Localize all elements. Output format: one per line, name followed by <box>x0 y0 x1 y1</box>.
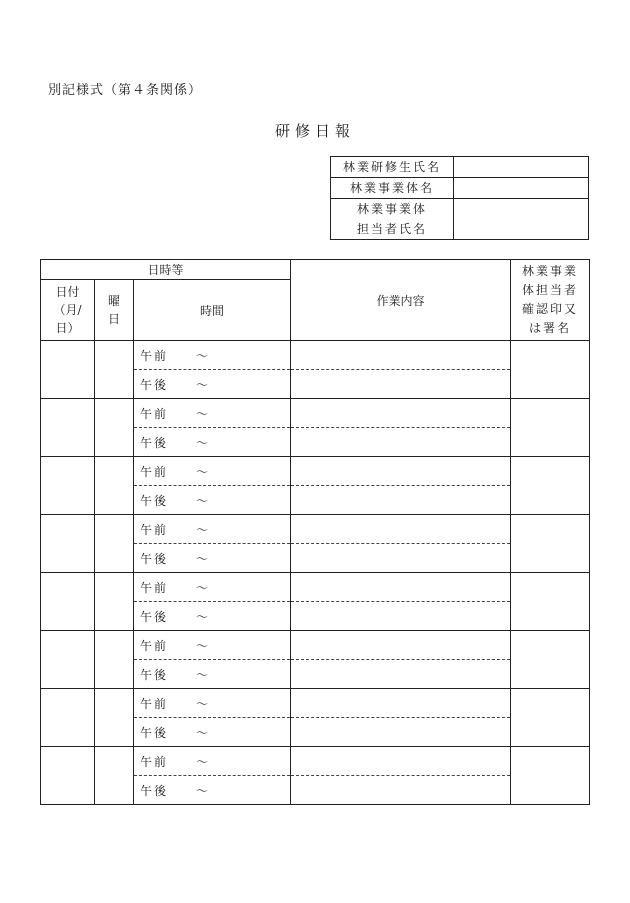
weekday-header-line2: 日 <box>107 312 120 326</box>
log-row-am <box>41 747 590 776</box>
confirmation-cell[interactable] <box>511 341 590 399</box>
pm-label: 午後 <box>140 667 169 682</box>
tilde-mark: ～ <box>196 609 209 624</box>
confirmation-cell[interactable] <box>511 747 590 805</box>
date-cell[interactable] <box>41 515 95 573</box>
log-row-am <box>41 689 590 718</box>
time-header: 時間 <box>134 280 291 341</box>
tilde-mark: ～ <box>196 754 209 769</box>
am-time-cell[interactable] <box>134 747 291 776</box>
trainee-name-label: 林業研修生氏名 <box>331 157 454 178</box>
person-in-charge-field[interactable] <box>454 199 589 240</box>
pm-label: 午後 <box>140 609 169 624</box>
weekday-cell[interactable] <box>95 689 134 747</box>
am-work-cell[interactable] <box>291 457 511 486</box>
am-label: 午前 <box>140 464 169 479</box>
weekday-cell[interactable] <box>95 747 134 805</box>
date-header-line1: 日付 <box>55 285 80 299</box>
pm-work-cell[interactable] <box>291 776 511 805</box>
am-work-cell[interactable] <box>291 573 511 602</box>
am-label: 午前 <box>140 754 169 769</box>
confirmation-cell[interactable] <box>511 457 590 515</box>
tilde-mark: ～ <box>196 725 209 740</box>
info-row <box>331 178 589 199</box>
date-header-line3: 日） <box>55 321 80 335</box>
pm-time-cell[interactable] <box>134 428 291 457</box>
am-work-cell[interactable] <box>291 631 511 660</box>
pm-work-cell[interactable] <box>291 660 511 689</box>
am-time-cell[interactable] <box>134 399 291 428</box>
am-label: 午前 <box>140 580 169 595</box>
pm-label: 午後 <box>140 493 169 508</box>
date-cell[interactable] <box>41 747 95 805</box>
am-work-cell[interactable] <box>291 341 511 370</box>
daily-log-table <box>40 259 590 805</box>
am-label: 午前 <box>140 696 169 711</box>
tilde-mark: ～ <box>196 696 209 711</box>
date-cell[interactable] <box>41 399 95 457</box>
company-name-field[interactable] <box>454 178 589 199</box>
pm-label: 午後 <box>140 725 169 740</box>
log-row-am <box>41 631 590 660</box>
tilde-mark: ～ <box>196 348 209 363</box>
am-work-cell[interactable] <box>291 689 511 718</box>
weekday-cell[interactable] <box>95 457 134 515</box>
am-time-cell[interactable] <box>134 515 291 544</box>
pm-time-cell[interactable] <box>134 486 291 515</box>
confirmation-header-line1: 林業事業 <box>522 264 579 278</box>
am-label: 午前 <box>140 406 169 421</box>
weekday-cell[interactable] <box>95 631 134 689</box>
confirmation-header-line2: 体担当者 <box>522 283 579 297</box>
confirmation-cell[interactable] <box>511 573 590 631</box>
person-in-charge-label <box>331 199 454 240</box>
work-content-header: 作業内容 <box>291 260 511 341</box>
pm-time-cell[interactable] <box>134 718 291 747</box>
log-row-am <box>41 341 590 370</box>
form-reference: 別記様式（第４条関係） <box>48 83 203 98</box>
person-in-charge-label-line1: 林業事業体 <box>356 202 427 216</box>
am-time-cell[interactable] <box>134 457 291 486</box>
am-label: 午前 <box>140 348 169 363</box>
weekday-cell[interactable] <box>95 399 134 457</box>
weekday-header-line1: 曜 <box>107 294 120 308</box>
pm-label: 午後 <box>140 551 169 566</box>
pm-label: 午後 <box>140 435 169 450</box>
log-row-am <box>41 573 590 602</box>
info-row <box>331 157 589 178</box>
confirmation-header <box>511 260 590 341</box>
tilde-mark: ～ <box>196 435 209 450</box>
tilde-mark: ～ <box>196 464 209 479</box>
date-cell[interactable] <box>41 457 95 515</box>
date-header-line2: （月/ <box>53 303 82 317</box>
am-work-cell[interactable] <box>291 747 511 776</box>
tilde-mark: ～ <box>196 493 209 508</box>
pm-work-cell[interactable] <box>291 602 511 631</box>
tilde-mark: ～ <box>196 522 209 537</box>
pm-label: 午後 <box>140 783 169 798</box>
trainee-info-table <box>330 156 589 240</box>
weekday-cell[interactable] <box>95 573 134 631</box>
confirmation-cell[interactable] <box>511 689 590 747</box>
weekday-header <box>95 280 134 341</box>
tilde-mark: ～ <box>196 638 209 653</box>
pm-work-cell[interactable] <box>291 370 511 399</box>
pm-time-cell[interactable] <box>134 660 291 689</box>
pm-time-cell[interactable] <box>134 602 291 631</box>
date-cell[interactable] <box>41 573 95 631</box>
tilde-mark: ～ <box>196 551 209 566</box>
log-row-am <box>41 399 590 428</box>
pm-time-cell[interactable] <box>134 776 291 805</box>
info-row <box>331 199 589 240</box>
am-time-cell[interactable] <box>134 689 291 718</box>
date-cell[interactable] <box>41 631 95 689</box>
tilde-mark: ～ <box>196 783 209 798</box>
confirmation-header-line4: は署名 <box>529 321 572 335</box>
tilde-mark: ～ <box>196 406 209 421</box>
pm-label: 午後 <box>140 377 169 392</box>
pm-work-cell[interactable] <box>291 428 511 457</box>
am-time-cell[interactable] <box>134 631 291 660</box>
page-title: 研修日報 <box>274 122 355 140</box>
date-cell[interactable] <box>41 689 95 747</box>
pm-work-cell[interactable] <box>291 486 511 515</box>
tilde-mark: ～ <box>196 580 209 595</box>
weekday-cell[interactable] <box>95 341 134 399</box>
log-header-row <box>41 260 590 280</box>
confirmation-cell[interactable] <box>511 631 590 689</box>
tilde-mark: ～ <box>196 377 209 392</box>
datetime-group-header: 日時等 <box>41 260 291 280</box>
company-name-label: 林業事業体名 <box>331 178 454 199</box>
person-in-charge-label-line2: 担当者氏名 <box>356 222 427 236</box>
am-time-cell[interactable] <box>134 573 291 602</box>
pm-time-cell[interactable] <box>134 370 291 399</box>
confirmation-cell[interactable] <box>511 515 590 573</box>
weekday-cell[interactable] <box>95 515 134 573</box>
pm-time-cell[interactable] <box>134 544 291 573</box>
pm-work-cell[interactable] <box>291 544 511 573</box>
tilde-mark: ～ <box>196 667 209 682</box>
am-work-cell[interactable] <box>291 399 511 428</box>
pm-work-cell[interactable] <box>291 718 511 747</box>
trainee-name-field[interactable] <box>454 157 589 178</box>
am-label: 午前 <box>140 522 169 537</box>
am-time-cell[interactable] <box>134 341 291 370</box>
log-row-am <box>41 457 590 486</box>
am-work-cell[interactable] <box>291 515 511 544</box>
date-header <box>41 280 95 341</box>
am-label: 午前 <box>140 638 169 653</box>
date-cell[interactable] <box>41 341 95 399</box>
confirmation-header-line3: 確認印又 <box>522 302 579 316</box>
confirmation-cell[interactable] <box>511 399 590 457</box>
log-row-am <box>41 515 590 544</box>
